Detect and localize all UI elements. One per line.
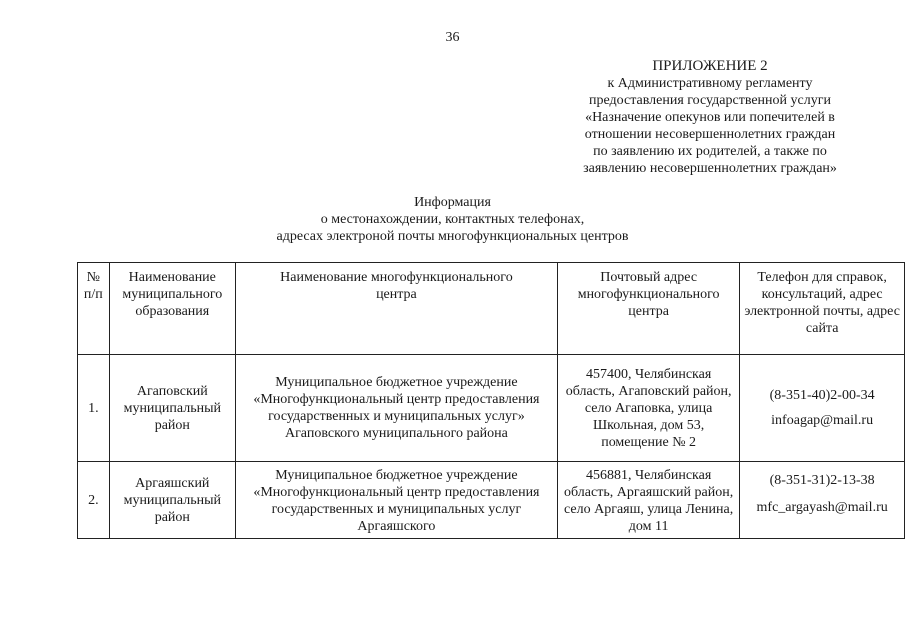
info-title: Информация xyxy=(414,195,491,210)
row-num: 2. xyxy=(78,462,110,539)
info-heading xyxy=(0,194,905,245)
page-number: 36 xyxy=(445,30,460,45)
info-subtitle-line: адресах электроной почты многофункциональных центров xyxy=(276,229,629,244)
row-center: Муниципальное бюджетное учреждение «Многофункциональный центр предоставления государственных и муниципальных услуг Аргаяшского xyxy=(235,462,557,539)
row-num: 1. xyxy=(78,355,110,462)
row-center: Муниципальное бюджетное учреждение «Многофункциональный центр предоставления государственных и муниципальных услуг» Агаповского муниципального района xyxy=(235,355,557,462)
appendix-line: заявлению несовершеннолетних граждан» xyxy=(583,161,837,176)
row-phone: (8-351-31)2-13-38 xyxy=(769,473,875,488)
row-municipality: Агаповский муниципальный район xyxy=(109,355,235,462)
row-address: 456881, Челябинская область, Аргаяшский район, село Аргаяш, улица Ленина, дом 11 xyxy=(557,462,739,539)
appendix-line: к Административному регламенту xyxy=(607,76,813,91)
header-municipality: Наименование муниципального образования xyxy=(109,263,235,355)
table-header-row xyxy=(78,263,905,355)
appendix-line: предоставления государственной услуги xyxy=(589,93,831,108)
row-municipality: Аргаяшский муниципальный район xyxy=(109,462,235,539)
mfc-table xyxy=(77,262,905,539)
appendix-line: по заявлению их родителей, а также по xyxy=(593,144,827,159)
header-center: Наименование многофункционального центра xyxy=(235,263,557,355)
row-contacts xyxy=(740,462,905,539)
row-email: infoagap@mail.ru xyxy=(771,413,874,428)
appendix-block xyxy=(560,58,860,177)
info-subtitle-line: о местонахождении, контактных телефонах, xyxy=(320,212,585,227)
table-row xyxy=(78,355,905,462)
row-address: 457400, Челябинская область, Агаповский район, село Агаповка, улица Школьная, дом 53, помещение № 2 xyxy=(557,355,739,462)
appendix-line: «Назначение опекунов или попечителей в xyxy=(585,110,835,125)
table-row xyxy=(78,462,905,539)
row-email: mfc_argayash@mail.ru xyxy=(756,500,888,515)
header-address: Почтовый адрес многофункционального центра xyxy=(557,263,739,355)
header-contacts: Телефон для справок, консультаций, адрес электронной почты, адрес сайта xyxy=(740,263,905,355)
row-phone: (8-351-40)2-00-34 xyxy=(769,388,875,403)
appendix-line: отношении несовершеннолетних граждан xyxy=(584,127,836,142)
row-contacts xyxy=(740,355,905,462)
header-num: № п/п xyxy=(78,263,110,355)
appendix-title: ПРИЛОЖЕНИЕ 2 xyxy=(652,58,768,74)
